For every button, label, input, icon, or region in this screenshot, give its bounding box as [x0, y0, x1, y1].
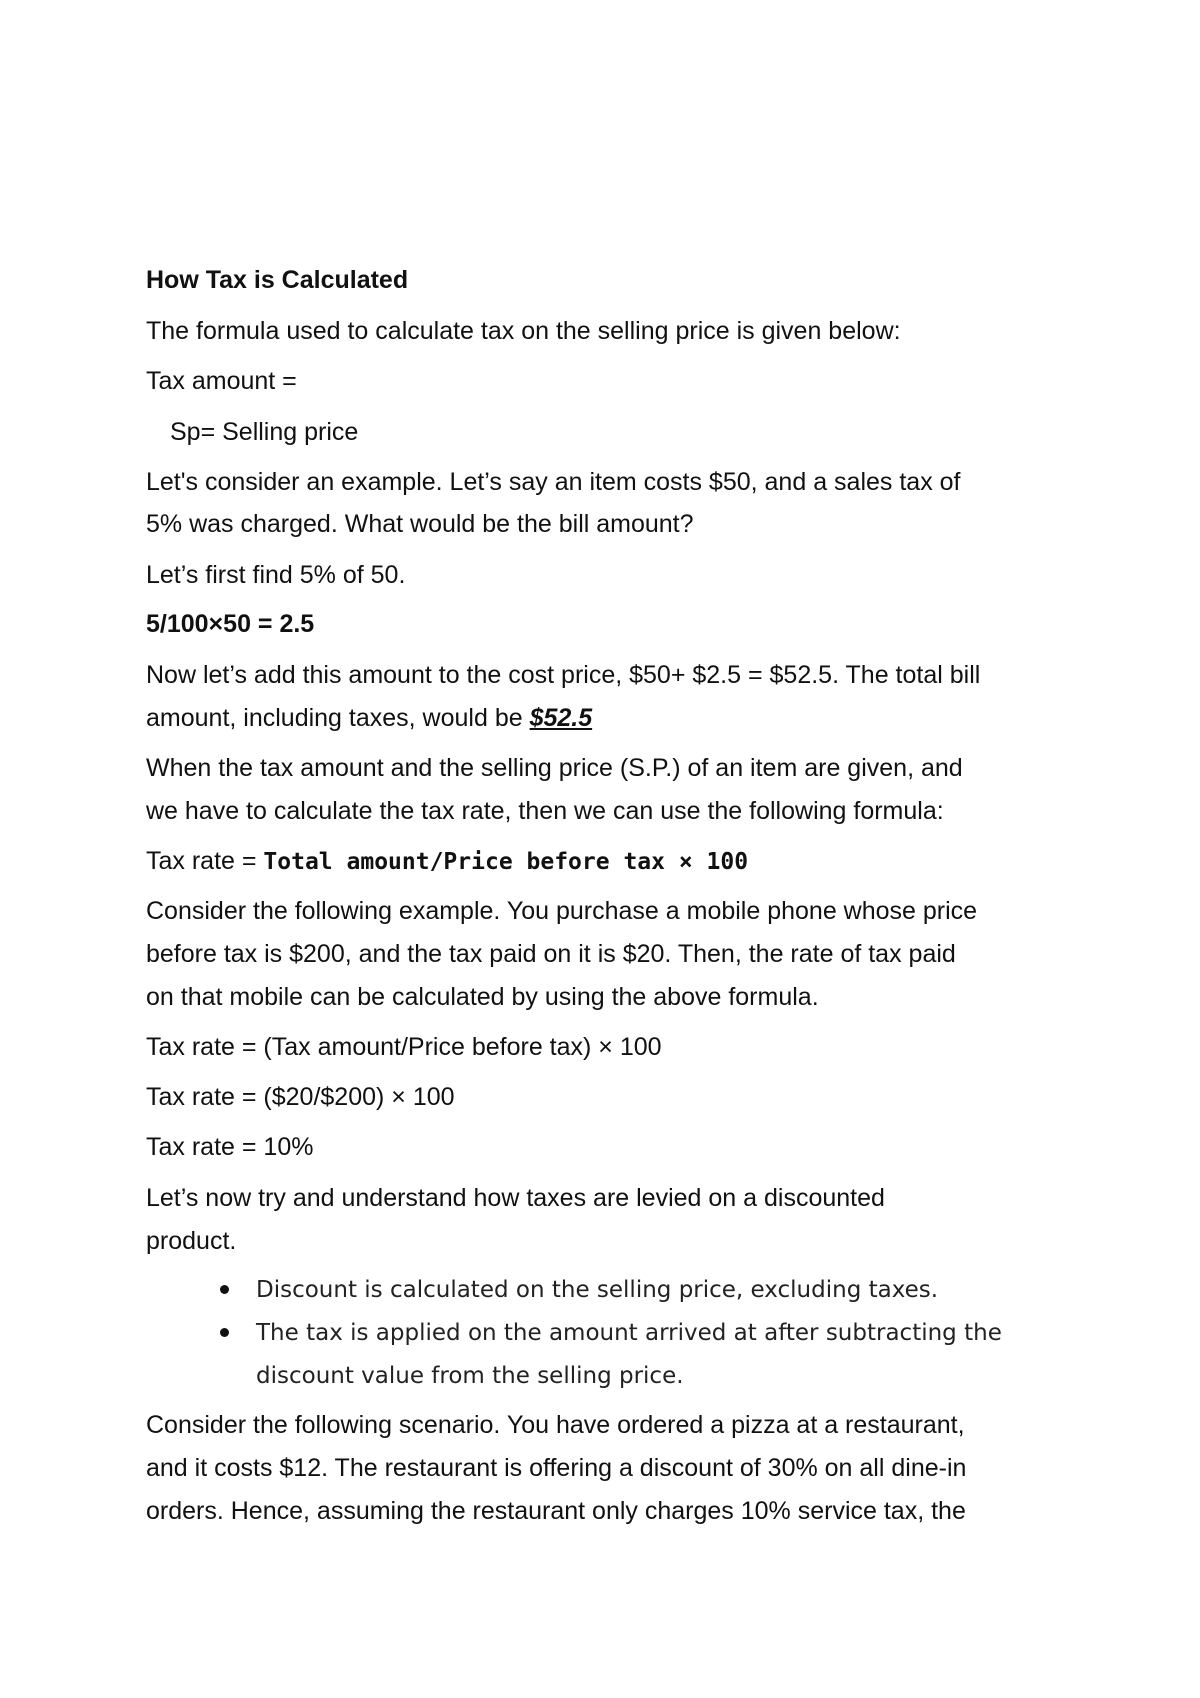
scenario-line3: orders. Hence, assuming the restaurant only charges 10% service tax, the	[146, 1497, 966, 1525]
example1-total-line1: Now let’s add this amount to the cost price, $50+ $2.5 = $52.5. The total bill	[146, 661, 981, 689]
example1-line1: Let's consider an example. Let’s say an item costs $50, and a sales tax of	[146, 468, 961, 496]
bullet-item-1: Discount is calculated on the selling price, excluding taxes.	[256, 1277, 939, 1303]
bullet-item-2-line2: discount value from the selling price.	[256, 1363, 684, 1389]
rate-intro-line1: When the tax amount and the selling price (S.P.) of an item are given, and	[146, 754, 963, 782]
discount-intro-line1: Let’s now try and understand how taxes are levied on a discounted	[146, 1184, 885, 1212]
example1-step1: Let’s first find 5% of 50.	[146, 561, 406, 589]
rate-intro-line2: we have to calculate the tax rate, then we can use the following formula:	[146, 797, 944, 825]
selling-price-definition: Sp= Selling price	[170, 418, 359, 446]
intro-text: The formula used to calculate tax on the selling price is given below:	[146, 317, 901, 345]
formula-label: Tax amount =	[146, 367, 297, 395]
scenario-line1: Consider the following scenario. You have ordered a pizza at a restaurant,	[146, 1411, 965, 1439]
rate-formula	[146, 846, 748, 877]
total-prefix: amount, including taxes, would be	[146, 704, 530, 732]
total-answer: $52.5	[529, 704, 593, 732]
section-heading: How Tax is Calculated	[146, 266, 409, 294]
example1-total-line2	[146, 703, 592, 733]
example2-line2: before tax is $200, and the tax paid on it is $20. Then, the rate of tax paid	[146, 940, 956, 968]
bullet-item-2-line1: The tax is applied on the amount arrived at after subtracting the	[256, 1320, 1002, 1346]
bullet-icon	[220, 1328, 229, 1337]
example1-line2: 5% was charged. What would be the bill amount?	[146, 510, 694, 538]
example2-line3: on that mobile can be calculated by using the above formula.	[146, 983, 819, 1011]
example2-step1: Tax rate = (Tax amount/Price before tax) × 100	[146, 1033, 662, 1061]
example2-step2: Tax rate = ($20/$200) × 100	[146, 1083, 455, 1111]
example2-step3: Tax rate = 10%	[146, 1133, 314, 1161]
rate-formula-expression: Total amount/Price before tax × 100	[263, 849, 749, 875]
example2-line1: Consider the following example. You purchase a mobile phone whose price	[146, 897, 978, 925]
scenario-line2: and it costs $12. The restaurant is offering a discount of 30% on all dine-in	[146, 1454, 967, 1482]
example1-calculation: 5/100×50 = 2.5	[146, 610, 315, 638]
rate-formula-prefix: Tax rate =	[146, 847, 264, 875]
bullet-icon	[220, 1285, 229, 1294]
discount-intro-line2: product.	[146, 1227, 237, 1255]
